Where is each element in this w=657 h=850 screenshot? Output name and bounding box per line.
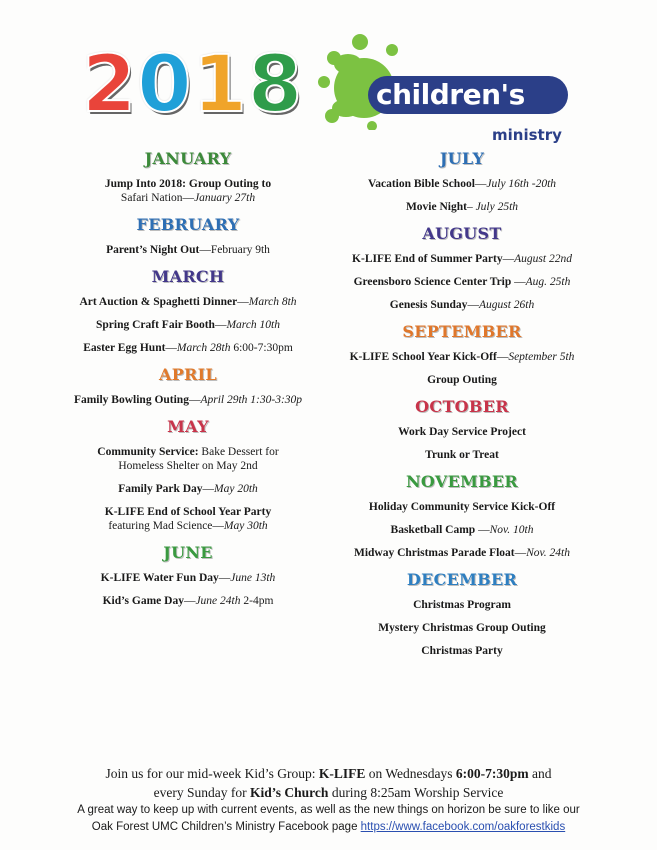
month-heading-june: JUNE: [163, 543, 213, 562]
event-separator: —: [502, 253, 515, 265]
event-item: [322, 448, 602, 462]
event-item: [48, 594, 328, 608]
header: [0, 0, 657, 144]
right-column: [322, 148, 602, 667]
event-item: [322, 523, 602, 537]
footer: [0, 764, 657, 836]
event-date: January 27th: [194, 192, 256, 204]
month-heading-october: OCTOBER: [415, 397, 509, 416]
logo-title: children's: [376, 78, 525, 111]
event-date: May 30th: [223, 520, 268, 532]
event-title: Holiday Community Service Kick-Off: [368, 501, 556, 513]
event-item: [322, 298, 602, 312]
event-date: Aug. 25th: [525, 276, 571, 288]
month-heading-april: APRIL: [159, 365, 217, 384]
event-item: [322, 373, 602, 387]
event-item: [322, 621, 602, 635]
year-digit: 8: [247, 40, 304, 130]
month-heading-july: JULY: [439, 149, 485, 168]
event-separator: —: [214, 319, 227, 331]
event-title: Art Auction & Spaghetti Dinner: [79, 296, 238, 308]
event-text: Safari Nation—: [120, 192, 195, 204]
footer-note-2: [0, 819, 657, 836]
event-item: [48, 243, 328, 257]
event-item: [322, 252, 602, 266]
month-heading-january: JANUARY: [144, 149, 232, 168]
event-date: Nov. 10th: [489, 524, 534, 536]
footer-text: and: [528, 766, 552, 781]
event-item: [48, 393, 328, 407]
event-separator: —: [511, 276, 526, 288]
event-title: Easter Egg Hunt: [83, 342, 166, 354]
year-digit: 1: [192, 40, 248, 130]
event-item: [48, 571, 328, 585]
event-separator: –: [466, 201, 476, 213]
month-heading-august: AUGUST: [422, 224, 502, 243]
year-digit: 2: [82, 40, 138, 130]
footer-text-bold: Kid’s Church: [250, 785, 329, 800]
event-item: [322, 275, 602, 289]
event-date: August 26th: [478, 299, 535, 311]
footer-note-text: Oak Forest UMC Children’s Ministry Facebook page: [91, 821, 361, 833]
event-title: Work Day Service Project: [398, 426, 526, 438]
event-title: Parent’s Night Out: [106, 244, 200, 256]
event-item: [48, 295, 328, 309]
event-separator: —: [237, 296, 249, 308]
event-separator: —: [202, 483, 215, 495]
footer-text: every Sunday for: [153, 785, 251, 800]
event-date: July 16th -20th: [486, 178, 557, 190]
event-title: Group Outing: [427, 374, 497, 386]
event-item: [322, 425, 602, 439]
event-item: [322, 546, 602, 560]
event-time: 6:00-7:30pm: [230, 342, 293, 354]
event-title: Community Service:: [97, 446, 199, 458]
event-date: June 13th: [230, 572, 276, 584]
event-separator: —: [188, 394, 201, 406]
event-title: Kid’s Game Day: [102, 595, 184, 607]
event-title: Genesis Sunday: [389, 299, 468, 311]
event-separator: —: [165, 342, 177, 354]
event-title: Family Park Day: [118, 483, 203, 495]
event-text: Homeless Shelter on May 2nd: [118, 460, 258, 472]
footer-text: on Wednesdays: [365, 766, 456, 781]
event-item: [48, 341, 328, 355]
event-item: [48, 445, 328, 473]
event-item: [322, 177, 602, 191]
event-title: Christmas Party: [421, 645, 503, 657]
month-heading-november: NOVEMBER: [405, 472, 519, 491]
month-heading-december: DECEMBER: [406, 570, 518, 589]
event-date: June 24th: [195, 595, 241, 607]
event-title: Trunk or Treat: [425, 449, 499, 461]
left-column: [48, 148, 328, 617]
event-title: K-LIFE End of Summer Party: [352, 253, 503, 265]
event-item: [322, 500, 602, 514]
year-graphic: [82, 40, 304, 130]
event-separator: —: [467, 299, 479, 311]
month-heading-february: FEBRUARY: [136, 215, 240, 234]
month-heading-march: MARCH: [151, 267, 225, 286]
event-title: Jump Into 2018: Group Outing to: [104, 178, 272, 190]
event-item: [322, 644, 602, 658]
footer-note-1: A great way to keep up with current events, as well as the new things on horizon be sure to like our: [77, 804, 580, 816]
event-item: [322, 598, 602, 612]
event-date: July 25th: [475, 201, 519, 213]
event-text: Bake Dessert for: [198, 446, 279, 458]
event-text: featuring Mad Science—: [108, 520, 224, 532]
footer-text: during 8:25am Worship Service: [328, 785, 504, 800]
event-item: [48, 318, 328, 332]
event-separator: —: [496, 351, 509, 363]
event-title: Movie Night: [405, 201, 467, 213]
event-separator: —: [474, 178, 487, 190]
event-separator: —: [218, 572, 231, 584]
event-time: 2-4pm: [240, 595, 274, 607]
event-separator: —: [199, 244, 211, 256]
event-date: Nov. 24th: [526, 547, 571, 559]
event-date: March 10th: [226, 319, 280, 331]
event-date: March 28th: [176, 342, 231, 354]
footer-text-bold: 6:00-7:30pm: [455, 766, 529, 781]
footer-text-bold: K-LIFE: [318, 766, 366, 781]
event-date: September 5th: [508, 351, 575, 363]
event-date: May 20th: [214, 483, 258, 495]
footer-line-1: [0, 764, 657, 783]
event-separator: —: [183, 595, 196, 607]
logo-subtitle: ministry: [492, 126, 562, 144]
event-title: Greensboro Science Center Trip: [353, 276, 512, 288]
month-heading-may: MAY: [167, 417, 209, 436]
footer-text: Join us for our mid-week Kid’s Group:: [105, 766, 319, 781]
event-title: Vacation Bible School: [367, 178, 475, 190]
event-separator: —: [514, 547, 527, 559]
year-digit: 0: [137, 40, 193, 130]
event-title: Basketball Camp: [390, 524, 476, 536]
event-separator: —: [475, 524, 490, 536]
event-title: K-LIFE End of School Year Party: [104, 506, 272, 518]
event-title: Midway Christmas Parade Float: [353, 547, 515, 559]
childrens-ministry-logo: [312, 30, 592, 144]
footer-line-2: [0, 783, 657, 802]
event-title: K-LIFE School Year Kick-Off: [349, 351, 497, 363]
event-title: Christmas Program: [413, 599, 511, 611]
event-date: April 29th 1:30-3:30p: [200, 394, 303, 406]
event-title: Spring Craft Fair Booth: [95, 319, 215, 331]
event-item: [48, 482, 328, 496]
event-item: [322, 350, 602, 364]
facebook-link[interactable]: https://www.facebook.com/oakforestkids: [360, 821, 566, 833]
event-item: [48, 177, 328, 205]
event-date: August 22nd: [514, 253, 572, 265]
event-date: March 8th: [248, 296, 297, 308]
event-item: [48, 505, 328, 533]
month-heading-september: SEPTEMBER: [402, 322, 522, 341]
event-date: February 9th: [210, 244, 270, 256]
event-title: K-LIFE Water Fun Day: [100, 572, 219, 584]
event-item: [322, 200, 602, 214]
event-title: Mystery Christmas Group Outing: [378, 622, 546, 634]
event-title: Family Bowling Outing: [73, 394, 189, 406]
